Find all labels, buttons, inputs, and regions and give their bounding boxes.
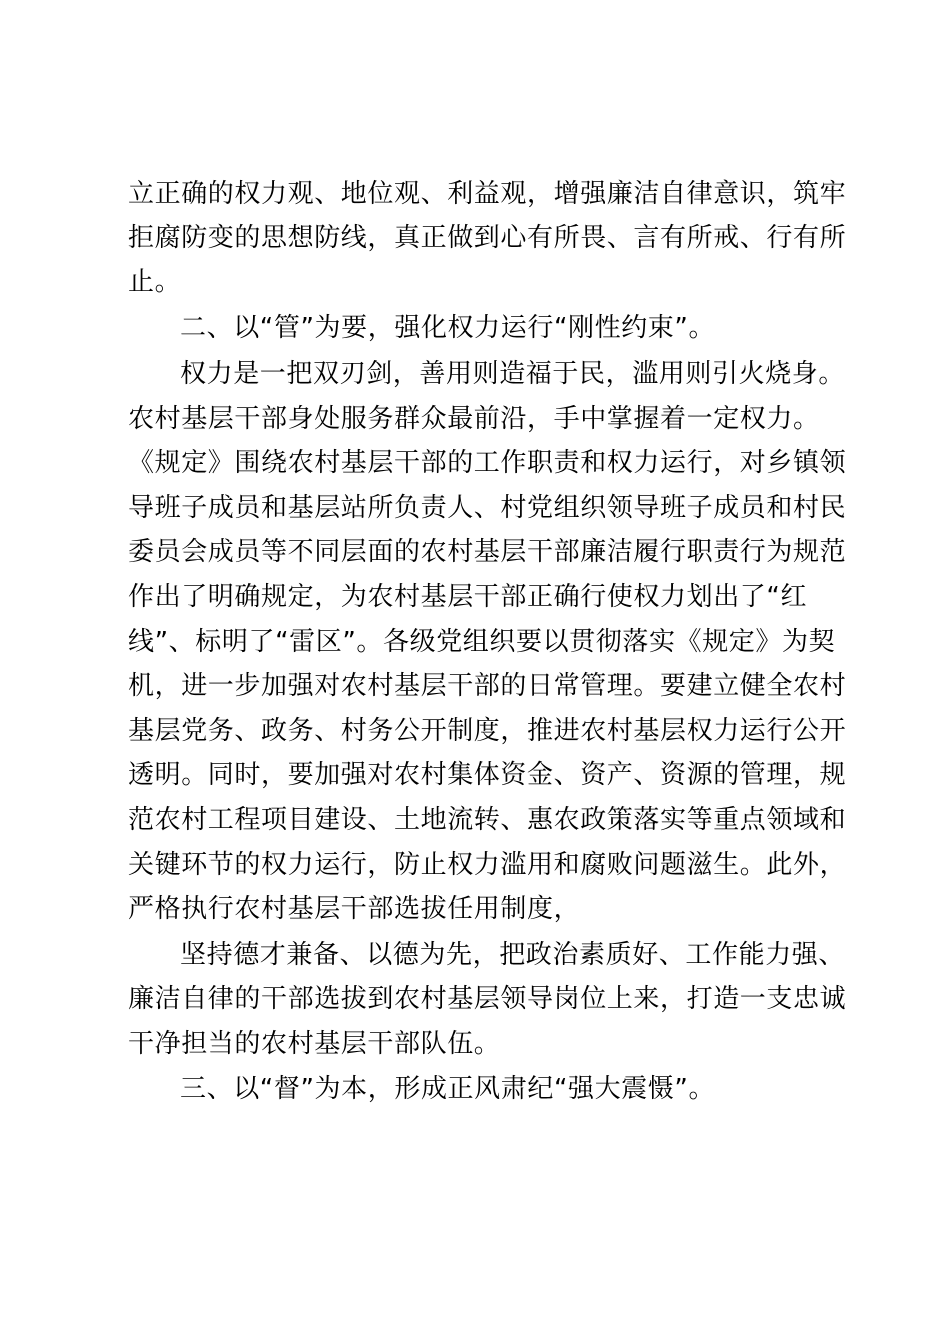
text-line: 立正确的权力观、地位观、利益观，增强廉洁自律意识，筑牢 — [128, 179, 847, 209]
text-line: 农村基层干部身处服务群众最前沿，手中掌握着一定权力。 — [128, 404, 820, 434]
text-line: 《规定》围绕农村基层干部的工作职责和权力运行，对乡镇领 — [128, 448, 847, 478]
text-line: 止。 — [128, 267, 182, 297]
text-line: 廉洁自律的干部选拔到农村基层领导岗位上来，打造一支忠诚 — [128, 984, 847, 1014]
section-heading: 二、以“管”为要，强化权力运行“刚性约束”。 — [180, 313, 716, 343]
text-line: 线”、标明了“雷区”。各级党组织要以贯彻落实《规定》为契 — [128, 627, 836, 657]
text-line: 拒腐防变的思想防线，真正做到心有所畏、言有所戒、行有所 — [128, 223, 847, 253]
text-line: 委员会成员等不同层面的农村基层干部廉洁履行职责行为规范 — [128, 537, 847, 567]
text-line: 关键环节的权力运行，防止权力滥用和腐败问题滋生。此外， — [128, 850, 847, 880]
section-heading: 三、以“督”为本，形成正风肃纪“强大震慑”。 — [180, 1074, 716, 1104]
text-line: 透明。同时，要加强对农村集体资金、资产、资源的管理，规 — [128, 760, 847, 790]
text-line: 严格执行农村基层干部选拔任用制度， — [128, 894, 581, 924]
text-line: 坚持德才兼备、以德为先，把政治素质好、工作能力强、 — [180, 940, 846, 970]
text-line: 干净担当的农村基层干部队伍。 — [128, 1029, 501, 1059]
text-line: 权力是一把双刃剑，善用则造福于民，滥用则引火烧身。 — [180, 359, 846, 389]
text-line: 范农村工程项目建设、土地流转、惠农政策落实等重点领域和 — [128, 805, 847, 835]
text-line: 机，进一步加强对农村基层干部的日常管理。要建立健全农村 — [128, 671, 847, 701]
text-line: 导班子成员和基层站所负责人、村党组织领导班子成员和村民 — [128, 493, 847, 523]
text-line: 作出了明确规定，为农村基层干部正确行使权力划出了“红 — [128, 582, 808, 612]
text-line: 基层党务、政务、村务公开制度，推进农村基层权力运行公开 — [128, 716, 847, 746]
